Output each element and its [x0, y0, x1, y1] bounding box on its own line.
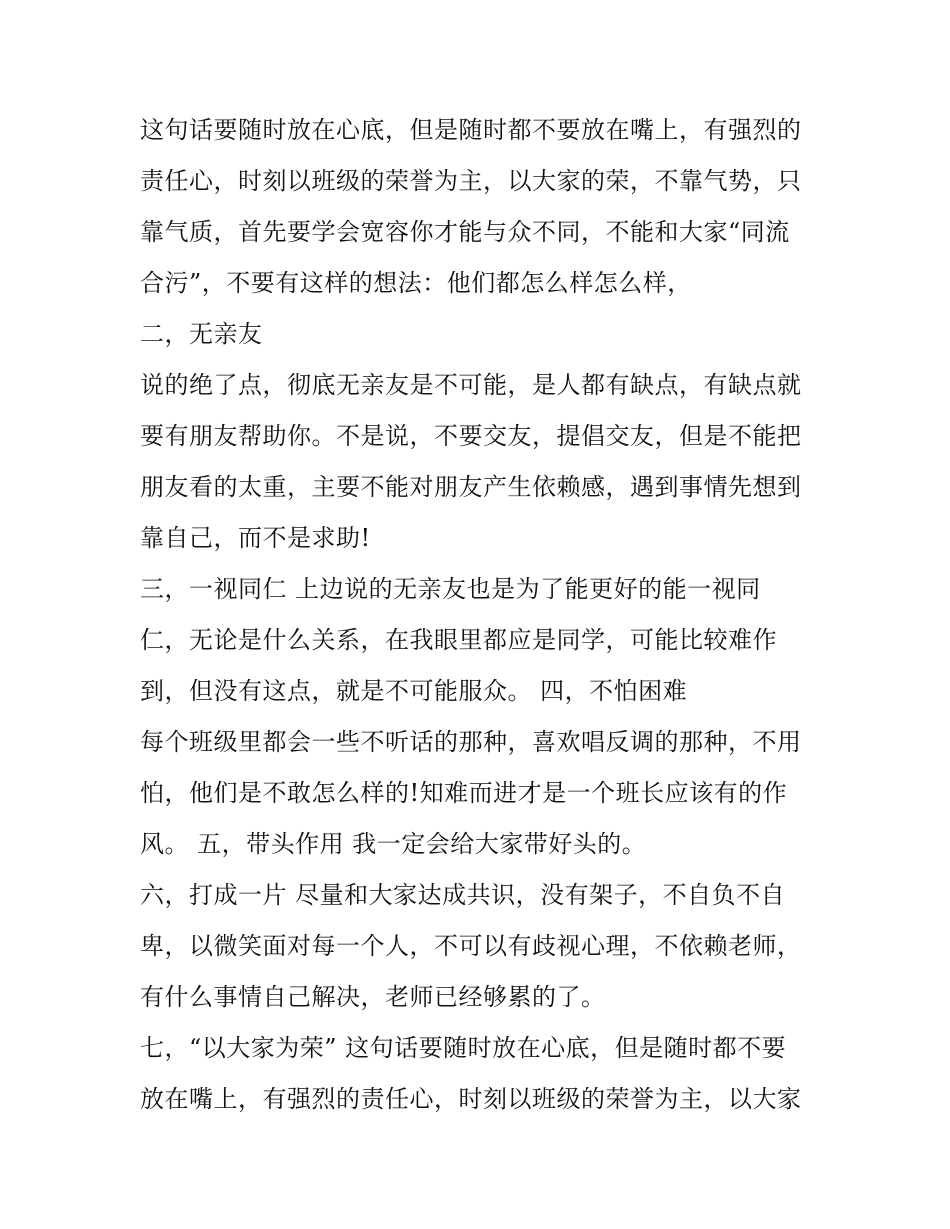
text-line: 靠气质，首先要学会宽容你才能与众不同，不能和大家“同流 [140, 218, 790, 246]
text-line: 放在嘴上，有强烈的责任心，时刻以班级的荣誉为主，以大家 [140, 1085, 802, 1113]
text-line: 每个班级里都会一些不听话的那种，喜欢唱反调的那种，不用 [140, 728, 802, 756]
text-line: 仁，无论是什么关系，在我眼里都应是同学，可能比较难作 [140, 626, 777, 654]
text-line: 到，但没有这点，就是不可能服众。 四，不怕困难 [140, 677, 688, 705]
text-line: 这句话要随时放在心底，但是随时都不要放在嘴上，有强烈的 [140, 116, 802, 144]
text-line: 靠自己，而不是求助! [140, 524, 371, 552]
text-line: 朋友看的太重，主要不能对朋友产生依赖感，遇到事情先想到 [140, 473, 802, 501]
text-line: 合污”，不要有这样的想法：他们都怎么样怎么样， [140, 269, 692, 297]
text-line: 七，“以大家为荣” 这句话要随时放在心底，但是随时都不要 [140, 1034, 787, 1062]
text-line: 责任心，时刻以班级的荣誉为主，以大家的荣，不靠气势，只 [140, 167, 802, 195]
text-line: 三，一视同仁 上边说的无亲友也是为了能更好的能一视同 [140, 575, 761, 603]
text-line: 有什么事情自己解决，老师已经够累的了。 [140, 983, 606, 1011]
text-line: 卑，以微笑面对每一个人，不可以有歧视心理，不依赖老师， [140, 932, 802, 960]
text-line: 风。 五，带头作用 我一定会给大家带好头的。 [140, 830, 647, 858]
text-line: 要有朋友帮助你。不是说，不要交友，提倡交友，但是不能把 [140, 422, 802, 450]
text-line: 怕，他们是不敢怎么样的!知难而进才是一个班长应该有的作 [140, 779, 788, 807]
text-line: 说的绝了点，彻底无亲友是不可能，是人都有缺点，有缺点就 [140, 371, 802, 399]
document-body [140, 110, 820, 1130]
text-line: 六，打成一片 尽量和大家达成共识，没有架子，不自负不自 [140, 881, 786, 909]
section-heading: 二，无亲友 [140, 320, 263, 348]
